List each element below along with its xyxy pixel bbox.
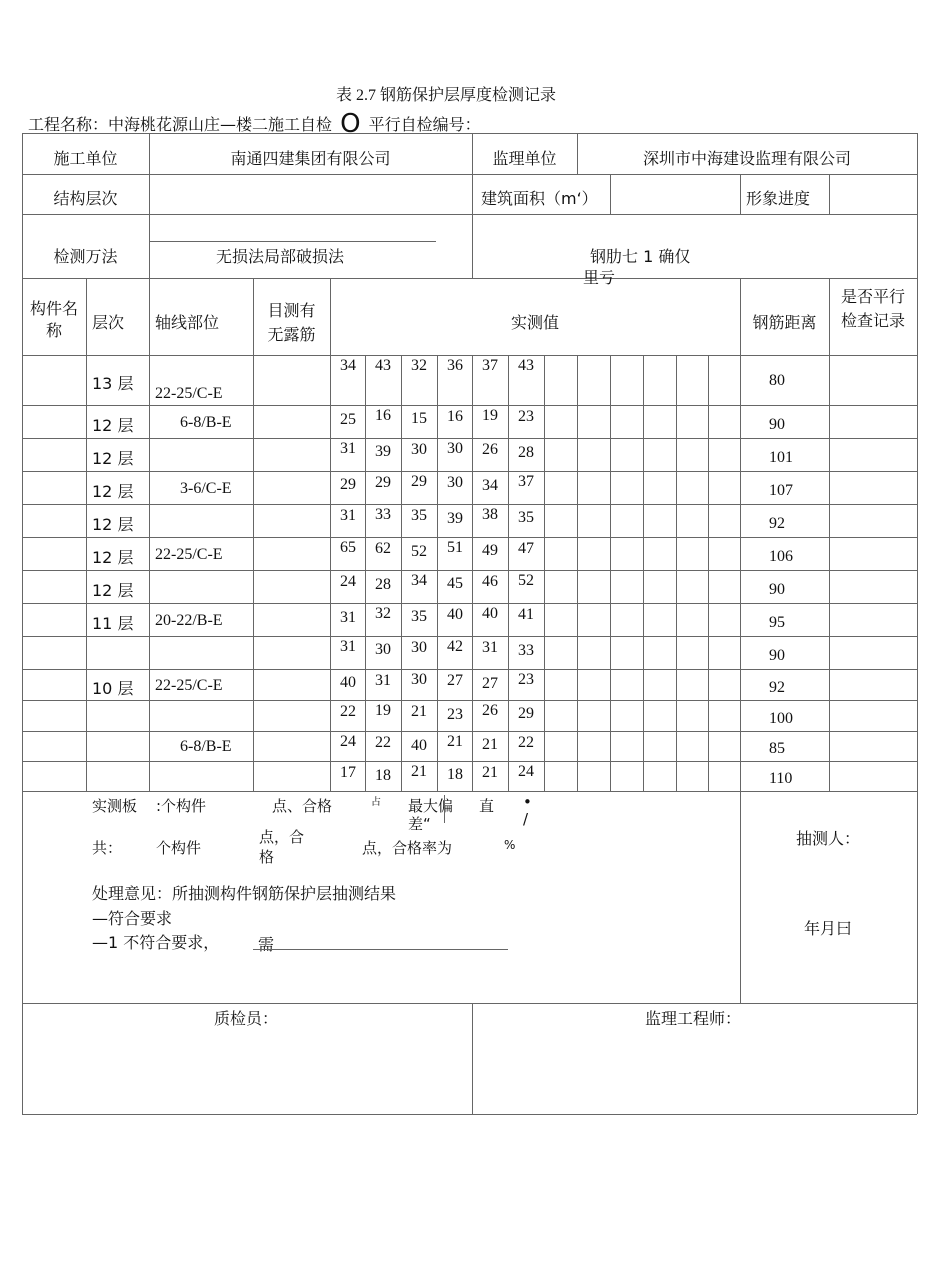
measured-value: 31 — [375, 672, 391, 689]
measured-value: 41 — [518, 606, 534, 623]
measured-value: 24 — [518, 763, 534, 780]
summary-measured-label: 实测板 — [92, 797, 138, 815]
grid-line — [643, 355, 644, 791]
measured-value: 40 — [340, 674, 356, 691]
measured-value: 40 — [482, 605, 498, 622]
measured-value: 62 — [375, 540, 391, 557]
grid-line — [86, 278, 87, 791]
summary-max-deviation: 最大偏 — [408, 797, 454, 815]
measured-value: 30 — [375, 641, 391, 658]
project-mark-o: O — [340, 109, 361, 139]
measured-value: 31 — [340, 440, 356, 457]
date-label: 年月曰 — [804, 919, 853, 938]
measured-value: 16 — [375, 407, 391, 424]
grid-line — [740, 791, 741, 1003]
measured-value: 46 — [482, 573, 498, 590]
table-right-border — [917, 133, 918, 1114]
col-visual-line1: 目测有 — [267, 301, 316, 320]
measured-value: 22 — [518, 734, 534, 751]
measured-value: 29 — [518, 705, 534, 722]
grid-line — [22, 214, 917, 215]
option-meets-requirement: —符合要求 — [92, 909, 173, 928]
supervision-unit-label: 监理单位 — [492, 149, 557, 168]
need-underline — [253, 949, 508, 950]
building-area-label: 建筑面积（m‘） — [481, 189, 598, 208]
grid-line — [22, 1003, 917, 1004]
measured-value: 29 — [411, 473, 427, 490]
measured-value: 30 — [411, 639, 427, 656]
measured-value: 21 — [411, 763, 427, 780]
row-bar-spacing: 92 — [769, 514, 785, 532]
measured-value: 21 — [482, 736, 498, 753]
method-label: 检测万法 — [53, 247, 118, 266]
row-bar-spacing: 106 — [769, 547, 793, 565]
row-axis: 22-25/C-E — [155, 545, 223, 563]
grid-line — [253, 278, 254, 791]
row-bar-spacing: 90 — [769, 580, 785, 598]
row-axis: 6-8/B-E — [180, 738, 232, 755]
measured-value: 21 — [482, 764, 498, 781]
measured-value: 49 — [482, 542, 498, 559]
measured-value: 31 — [340, 507, 356, 524]
measured-value: 18 — [447, 766, 463, 783]
measured-value: 35 — [518, 509, 534, 526]
measured-value: 29 — [375, 474, 391, 491]
measured-value: 32 — [375, 605, 391, 622]
row-bar-spacing: 107 — [769, 481, 793, 499]
measured-value: 40 — [447, 606, 463, 623]
construction-unit-value: 南通四建集团有限公司 — [230, 149, 391, 168]
measured-value: 21 — [411, 703, 427, 720]
measured-value: 27 — [482, 675, 498, 692]
grid-line — [472, 214, 473, 278]
grid-line — [22, 570, 917, 571]
table-left-border — [22, 133, 23, 1114]
grid-line — [544, 355, 545, 791]
measured-value: 24 — [340, 733, 356, 750]
measured-value: 42 — [447, 638, 463, 655]
measured-value: 30 — [411, 441, 427, 458]
grid-line — [22, 355, 917, 356]
grid-line — [740, 174, 741, 214]
row-bar-spacing: 110 — [769, 770, 793, 787]
grid-line — [149, 278, 150, 791]
measured-value: 34 — [411, 572, 427, 589]
measured-value: 38 — [482, 506, 498, 523]
col-measured-values: 实测值 — [510, 313, 559, 332]
measured-value: 28 — [375, 576, 391, 593]
row-bar-spacing: 90 — [769, 646, 785, 664]
grid-line — [472, 1003, 473, 1114]
col-floor: 层次 — [92, 313, 125, 332]
measured-value: 52 — [411, 543, 427, 560]
grid-line — [22, 669, 917, 670]
summary-inner-divider — [444, 795, 445, 823]
row-axis: 3-6/C-E — [180, 479, 232, 497]
row-bar-spacing: 95 — [769, 613, 785, 631]
need-note: 需 — [258, 935, 275, 954]
document-title: 表 2.7 钢筋保护层厚度检测记录 — [336, 87, 557, 104]
measured-value: 29 — [340, 476, 356, 493]
grid-line — [22, 174, 917, 175]
grid-line — [577, 355, 578, 791]
measured-value: 26 — [482, 702, 498, 719]
row-floor: 12 层 — [92, 448, 134, 468]
measured-value: 26 — [482, 441, 498, 458]
col-member-name: 构件名称 — [29, 299, 78, 340]
measured-value: 37 — [482, 357, 498, 374]
method-underline — [150, 241, 436, 242]
measured-value: 39 — [375, 443, 391, 460]
col-parallel-line2: 检查记录 — [840, 311, 905, 330]
measured-value: 40 — [411, 737, 427, 754]
grid-line — [22, 438, 917, 439]
row-floor: 12 层 — [92, 415, 134, 435]
row-floor: 12 层 — [92, 580, 134, 600]
measured-value: 17 — [340, 764, 356, 781]
grid-line — [676, 355, 677, 791]
summary-value: 直 — [479, 797, 495, 815]
construction-unit-label: 施工单位 — [53, 149, 118, 168]
row-floor: 12 层 — [92, 514, 134, 534]
grid-line — [22, 405, 917, 406]
row-bar-spacing: 85 — [769, 740, 785, 757]
measured-value: 39 — [447, 510, 463, 527]
summary-total-label: 共： — [92, 839, 123, 857]
supervision-unit-value: 深圳市中海建设监理有限公司 — [642, 149, 851, 168]
grid-line — [22, 537, 917, 538]
measured-value: 19 — [375, 702, 391, 719]
summary-slash: / — [523, 810, 529, 828]
quality-inspector-label: 质检员： — [214, 1009, 279, 1028]
summary-total-points: 点，合 — [259, 828, 305, 846]
row-axis: 20-22/B-E — [155, 611, 223, 629]
measured-value: 33 — [375, 506, 391, 523]
handling-opinion: 处理意见：所抽测构件钢筋保护层抽测结果 — [92, 884, 397, 903]
row-bar-spacing: 100 — [769, 709, 793, 727]
row-axis: 22-25/C-E — [155, 385, 223, 402]
measured-value: 31 — [482, 639, 498, 656]
measured-value: 34 — [340, 357, 356, 374]
project-name-line — [28, 109, 481, 139]
row-bar-spacing: 80 — [769, 372, 785, 389]
col-axis: 轴线部位 — [155, 313, 220, 332]
measured-value: 45 — [447, 575, 463, 592]
sampler-label: 抽测人： — [796, 829, 861, 848]
gauge-note-line2: 里亏 — [583, 268, 616, 287]
grid-line — [22, 700, 917, 701]
summary-occupy: 占 — [371, 797, 381, 808]
summary-deviation-cont: 差“ — [408, 815, 431, 833]
measured-value: 30 — [447, 474, 463, 491]
measured-value: 65 — [340, 539, 356, 556]
row-bar-spacing: 92 — [769, 678, 785, 696]
row-floor: 12 层 — [92, 547, 134, 567]
supervision-engineer-label: 监理工程师： — [645, 1009, 742, 1028]
measured-value: 27 — [447, 672, 463, 689]
grid-line — [22, 636, 917, 637]
project-name-text: 工程名称：中海桃花源山庄—楼二施工自检 — [28, 115, 333, 134]
measured-value: 35 — [411, 608, 427, 625]
measured-value: 30 — [447, 440, 463, 457]
table-top-border — [22, 133, 917, 134]
grid-line — [22, 761, 917, 762]
measured-value: 19 — [482, 407, 498, 424]
grid-line — [22, 504, 917, 505]
measured-value: 23 — [518, 408, 534, 425]
grid-line — [22, 278, 917, 279]
summary-dot: • — [523, 793, 532, 811]
summary-pass-rate: 点，合格率为 — [362, 839, 453, 857]
row-bar-spacing: 101 — [769, 448, 793, 466]
grid-line — [829, 278, 830, 791]
measured-value: 22 — [375, 734, 391, 751]
grid-line — [740, 278, 741, 791]
grid-line — [22, 731, 917, 732]
col-bar-spacing: 钢筋距离 — [752, 313, 817, 332]
grid-line — [829, 174, 830, 214]
method-value: 无损法局部破损法 — [216, 247, 345, 266]
measured-value: 43 — [518, 357, 534, 374]
measured-value: 31 — [340, 638, 356, 655]
progress-label: 形象进度 — [746, 189, 811, 208]
grid-line — [708, 355, 709, 791]
grid-line — [610, 174, 611, 214]
grid-line — [22, 791, 917, 792]
row-bar-spacing: 90 — [769, 415, 785, 433]
measured-value: 32 — [411, 357, 427, 374]
measured-value: 43 — [375, 357, 391, 374]
summary-percent: % — [504, 838, 516, 852]
row-floor: 13 层 — [92, 374, 134, 393]
structure-level-label: 结构层次 — [53, 189, 118, 208]
measured-value: 24 — [340, 573, 356, 590]
col-parallel-line1: 是否平行 — [840, 287, 905, 306]
measured-value: 15 — [411, 410, 427, 427]
summary-points-qualified: 点、合格 — [272, 797, 333, 815]
row-floor: 12 层 — [92, 481, 134, 501]
summary-members: :个构件 — [156, 797, 207, 815]
row-axis: 6-8/B-E — [180, 413, 232, 431]
measured-value: 34 — [482, 477, 498, 494]
measured-value: 16 — [447, 408, 463, 425]
measured-value: 18 — [375, 767, 391, 784]
gauge-note-line1: 钢肋七 1 确仅 — [590, 247, 691, 266]
measured-value: 31 — [340, 609, 356, 626]
table-bottom-border — [22, 1114, 917, 1115]
measured-value: 37 — [518, 473, 534, 490]
measured-value: 33 — [518, 642, 534, 659]
parallel-check-number-label: 平行自检编号： — [368, 115, 481, 134]
measured-value: 35 — [411, 507, 427, 524]
measured-value: 23 — [447, 706, 463, 723]
grid-line — [22, 471, 917, 472]
measured-value: 25 — [340, 411, 356, 428]
measured-value: 47 — [518, 540, 534, 557]
grid-line — [610, 355, 611, 791]
col-visual-line2: 无露筋 — [267, 325, 316, 344]
measured-value: 23 — [518, 671, 534, 688]
measured-value: 21 — [447, 733, 463, 750]
measured-value: 52 — [518, 572, 534, 589]
row-floor: 11 层 — [92, 613, 134, 633]
row-axis: 22-25/C-E — [155, 676, 223, 694]
option-not-meets-requirement: —1 不符合要求， — [92, 933, 220, 952]
measured-value: 28 — [518, 444, 534, 461]
summary-total-points-cont: 格 — [259, 848, 275, 866]
measured-value: 22 — [340, 703, 356, 720]
summary-total-members: 个构件 — [156, 839, 202, 857]
grid-line — [22, 603, 917, 604]
measured-value: 36 — [447, 357, 463, 374]
measured-value: 51 — [447, 539, 463, 556]
measured-value: 30 — [411, 671, 427, 688]
row-floor: 10 层 — [92, 678, 134, 698]
